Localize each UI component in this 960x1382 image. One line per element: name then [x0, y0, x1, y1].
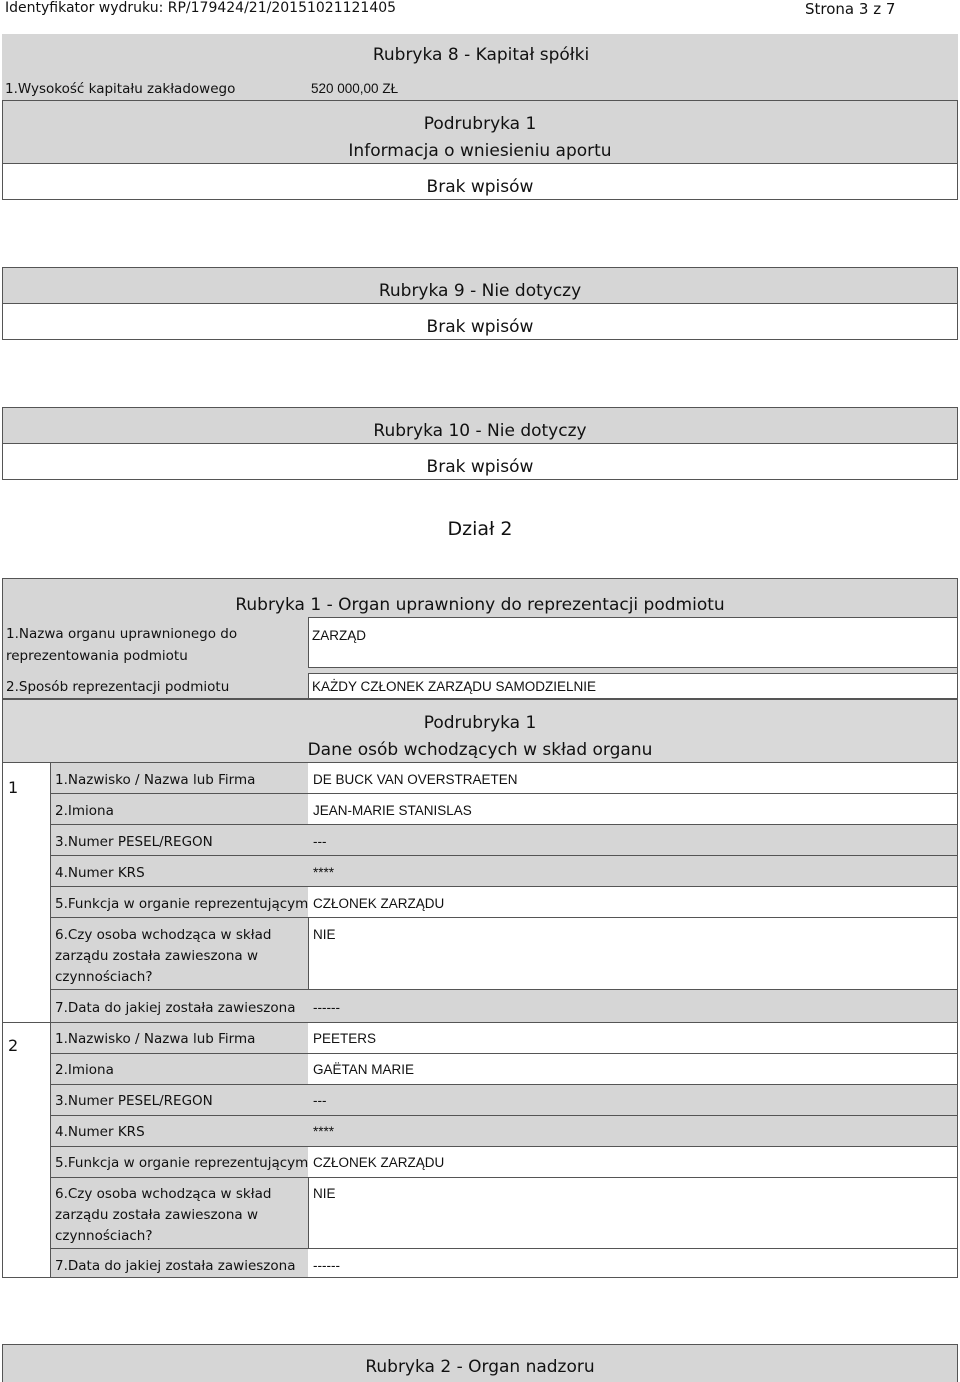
- organ-name-label-1: 1.Nazwa organu uprawnionego do: [6, 626, 238, 642]
- suspended-label-3: czynnościach?: [55, 1228, 153, 1244]
- rubryka10-empty: Brak wpisów: [426, 457, 534, 477]
- function-label: 5.Funkcja w organie reprezentującym: [55, 1155, 309, 1171]
- function-value: CZŁONEK ZARZĄDU: [313, 1155, 445, 1170]
- pesel-label: 3.Numer PESEL/REGON: [55, 834, 213, 850]
- first-names-label: 2.Imiona: [55, 1062, 114, 1078]
- first-names-value: JEAN-MARIE STANISLAS: [313, 803, 472, 818]
- first-names-value: GAËTAN MARIE: [313, 1062, 415, 1077]
- persons-title-1: Podrubryka 1: [423, 713, 537, 733]
- krs-label: 4.Numer KRS: [55, 865, 145, 881]
- function-value: CZŁONEK ZARZĄDU: [313, 896, 445, 911]
- aport-title-2: Informacja o wniesieniu aportu: [348, 141, 612, 161]
- person-index: 1: [8, 778, 19, 797]
- capital-label: 1.Wysokość kapitału zakładowego: [5, 81, 236, 97]
- surname-label: 1.Nazwisko / Nazwa lub Firma: [55, 772, 256, 788]
- suspension-date-label: 7.Data do jakiej została zawieszona: [55, 1258, 296, 1274]
- capital-value-cell: [308, 75, 958, 100]
- krs-label: 4.Numer KRS: [55, 1124, 145, 1140]
- suspended-label-3: czynnościach?: [55, 969, 153, 985]
- rubryka8-title: Rubryka 8 - Kapitał spółki: [372, 45, 590, 65]
- pesel-label: 3.Numer PESEL/REGON: [55, 1093, 213, 1109]
- suspension-date-label: 7.Data do jakiej została zawieszona: [55, 1000, 296, 1016]
- persons-title-2: Dane osób wchodzących w skład organu: [307, 740, 653, 760]
- krs-value: ****: [313, 865, 335, 880]
- surname-value: PEETERS: [313, 1031, 377, 1046]
- suspended-label-1: 6.Czy osoba wchodząca w skład: [55, 1186, 272, 1202]
- suspended-value: NIE: [313, 1186, 336, 1201]
- pesel-value: ---: [313, 1093, 327, 1108]
- aport-empty: Brak wpisów: [426, 177, 534, 197]
- person-index: 2: [8, 1036, 19, 1055]
- persons-table: [2, 762, 958, 1278]
- first-names-label: 2.Imiona: [55, 803, 114, 819]
- representation-value: KAŻDY CZŁONEK ZARZĄDU SAMODZIELNIE: [312, 679, 597, 694]
- suspension-date-value: ------: [313, 1258, 340, 1273]
- organ-name-value: ZARZĄD: [312, 628, 366, 643]
- surname-value: DE BUCK VAN OVERSTRAETEN: [313, 772, 518, 787]
- suspended-label-2: zarządu została zawieszona w: [55, 1207, 259, 1223]
- pesel-value: ---: [313, 834, 327, 849]
- rubryka1-section: [2, 578, 958, 699]
- rubryka9-empty: Brak wpisów: [426, 317, 534, 337]
- rubryka10-title: Rubryka 10 - Nie dotyczy: [373, 421, 587, 441]
- suspension-date-value: ------: [313, 1000, 340, 1015]
- krs-value: ****: [313, 1124, 335, 1139]
- capital-value: 520 000,00 ZŁ: [311, 81, 399, 96]
- suspended-label-2: zarządu została zawieszona w: [55, 948, 259, 964]
- rubryka2-header: [2, 1344, 958, 1382]
- persons-section-header: [2, 699, 958, 763]
- aport-title-1: Podrubryka 1: [423, 114, 537, 134]
- rubryka9-title: Rubryka 9 - Nie dotyczy: [378, 281, 582, 301]
- rubryka8-section: [2, 34, 958, 100]
- function-label: 5.Funkcja w organie reprezentującym: [55, 896, 309, 912]
- aport-section: [2, 100, 958, 200]
- suspended-label-1: 6.Czy osoba wchodząca w skład: [55, 927, 272, 943]
- surname-label: 1.Nazwisko / Nazwa lub Firma: [55, 1031, 256, 1047]
- rubryka10-section: [2, 407, 958, 480]
- print-identifier: Identyfikator wydruku: RP/179424/21/20151021121405: [5, 0, 397, 16]
- suspended-value: NIE: [313, 927, 336, 942]
- page-number: Strona 3 z 7: [805, 0, 896, 18]
- rubryka9-section: [2, 267, 958, 340]
- organ-name-label-2: reprezentowania podmiotu: [6, 648, 188, 664]
- representation-label: 2.Sposób reprezentacji podmiotu: [6, 679, 230, 695]
- rubryka2-title: Rubryka 2 - Organ nadzoru: [365, 1357, 595, 1377]
- section-title: Dział 2: [447, 518, 513, 540]
- rubryka1-title: Rubryka 1 - Organ uprawniony do reprezentacji podmiotu: [235, 595, 725, 615]
